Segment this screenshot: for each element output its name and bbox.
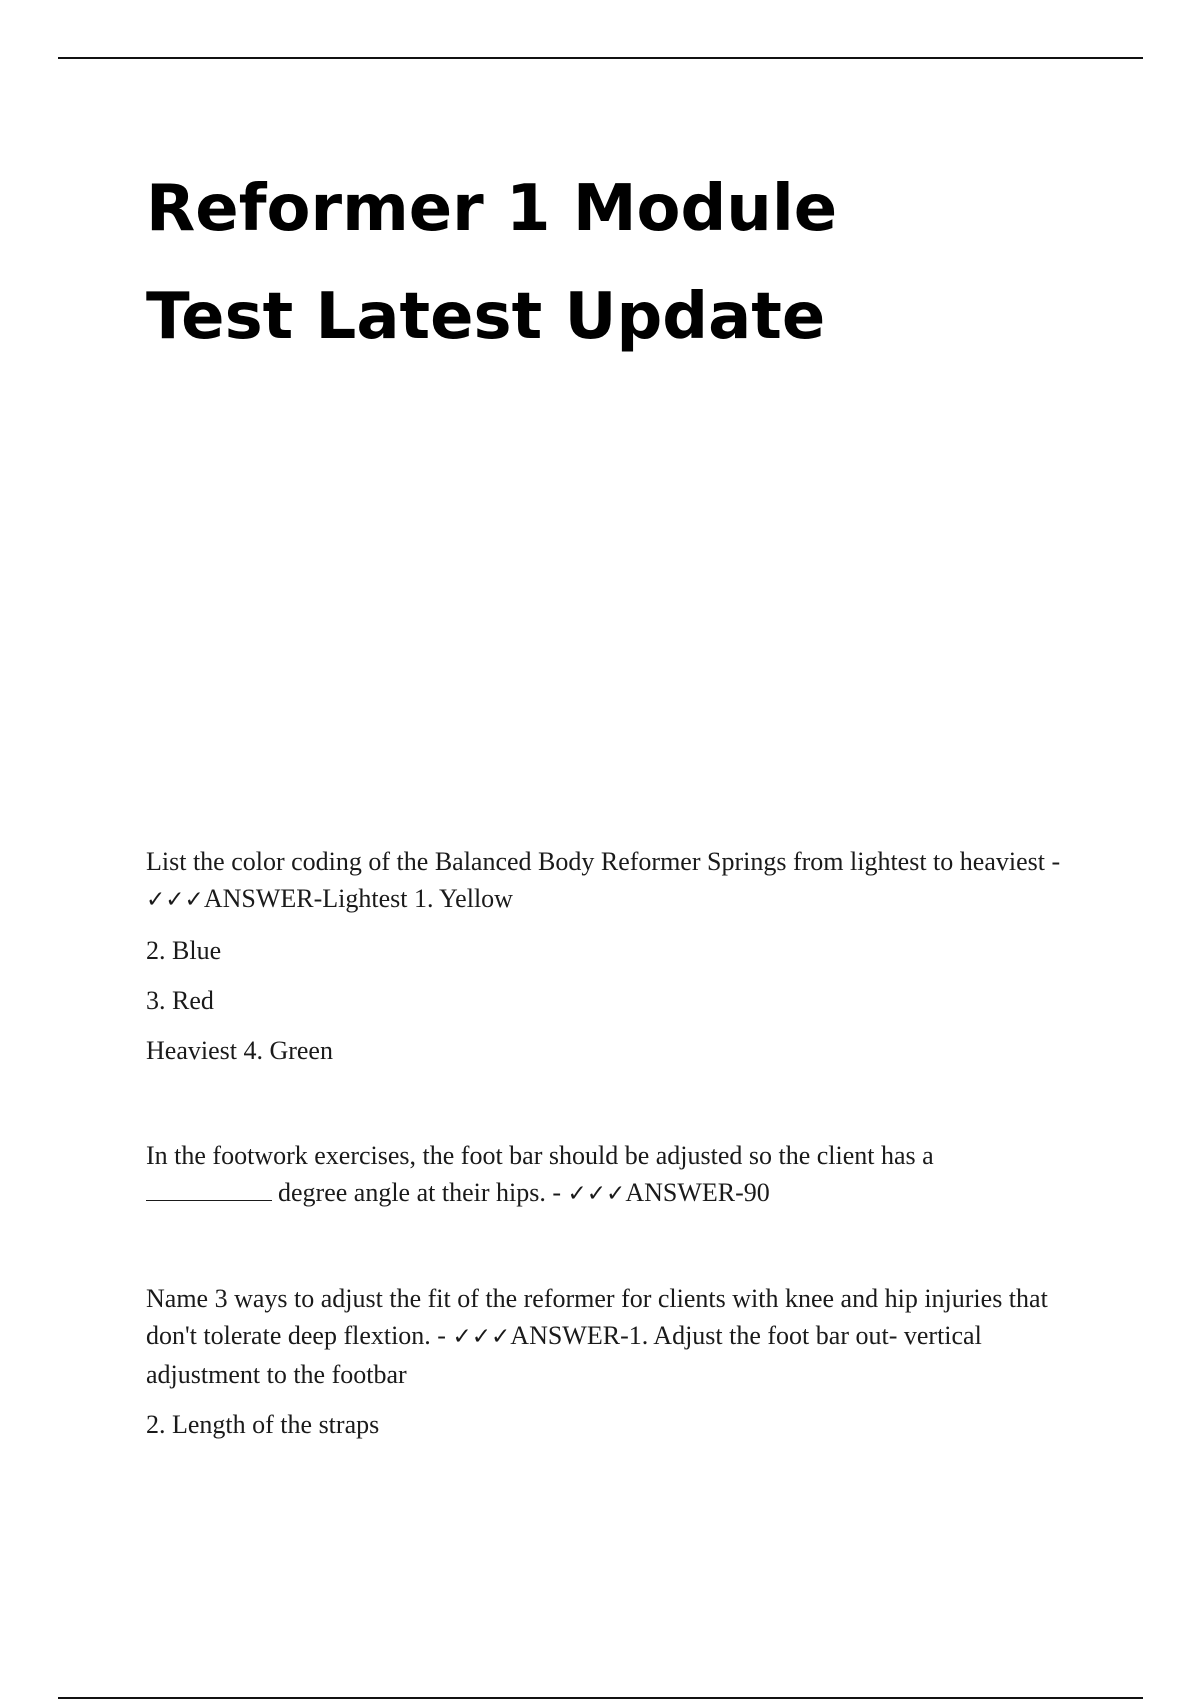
answer-text: ANSWER-Lightest 1. Yellow (203, 884, 513, 913)
answer-line: Heaviest 4. Green (146, 1036, 333, 1065)
checkmark-icon: ✓✓✓ (146, 887, 204, 913)
question-prompt: In the footwork exercises, the foot bar should be adjusted so the client has a (146, 1141, 934, 1170)
question-prompt-continued: degree angle at their hips. - (278, 1178, 568, 1207)
checkmark-icon: ✓✓✓ (567, 1181, 626, 1207)
fill-in-blank (146, 1178, 272, 1201)
question-block-1 (146, 843, 1096, 1082)
document-title (146, 155, 1046, 371)
footer-rule (58, 1697, 1143, 1699)
header-rule (58, 57, 1143, 59)
question-text (146, 1137, 1096, 1213)
answer-line: 3. Red (146, 986, 214, 1015)
question-text (146, 843, 1096, 919)
title-line-2: Test Latest Update (146, 280, 826, 354)
answer-line: 2. Length of the straps (146, 1410, 380, 1439)
answer-text: ANSWER-1. Adjust the foot bar out- vertical adjustment to the footbar (146, 1321, 982, 1389)
question-block-2 (146, 1137, 1096, 1226)
question-prompt: Name 3 ways to adjust the fit of the reformer for clients with knee and hip injuries that don't tolerate deep flextion. - (146, 1284, 1048, 1350)
title-line-1: Reformer 1 Module (146, 172, 838, 246)
question-prompt: List the color coding of the Balanced Body Reformer Springs from lightest to heaviest - (146, 847, 1061, 876)
checkmark-icon: ✓✓✓ (452, 1324, 511, 1350)
answer-line: 2. Blue (146, 936, 222, 965)
answer-text: ANSWER-90 (625, 1178, 770, 1207)
question-text (146, 1280, 1096, 1393)
question-block-3 (146, 1280, 1096, 1456)
